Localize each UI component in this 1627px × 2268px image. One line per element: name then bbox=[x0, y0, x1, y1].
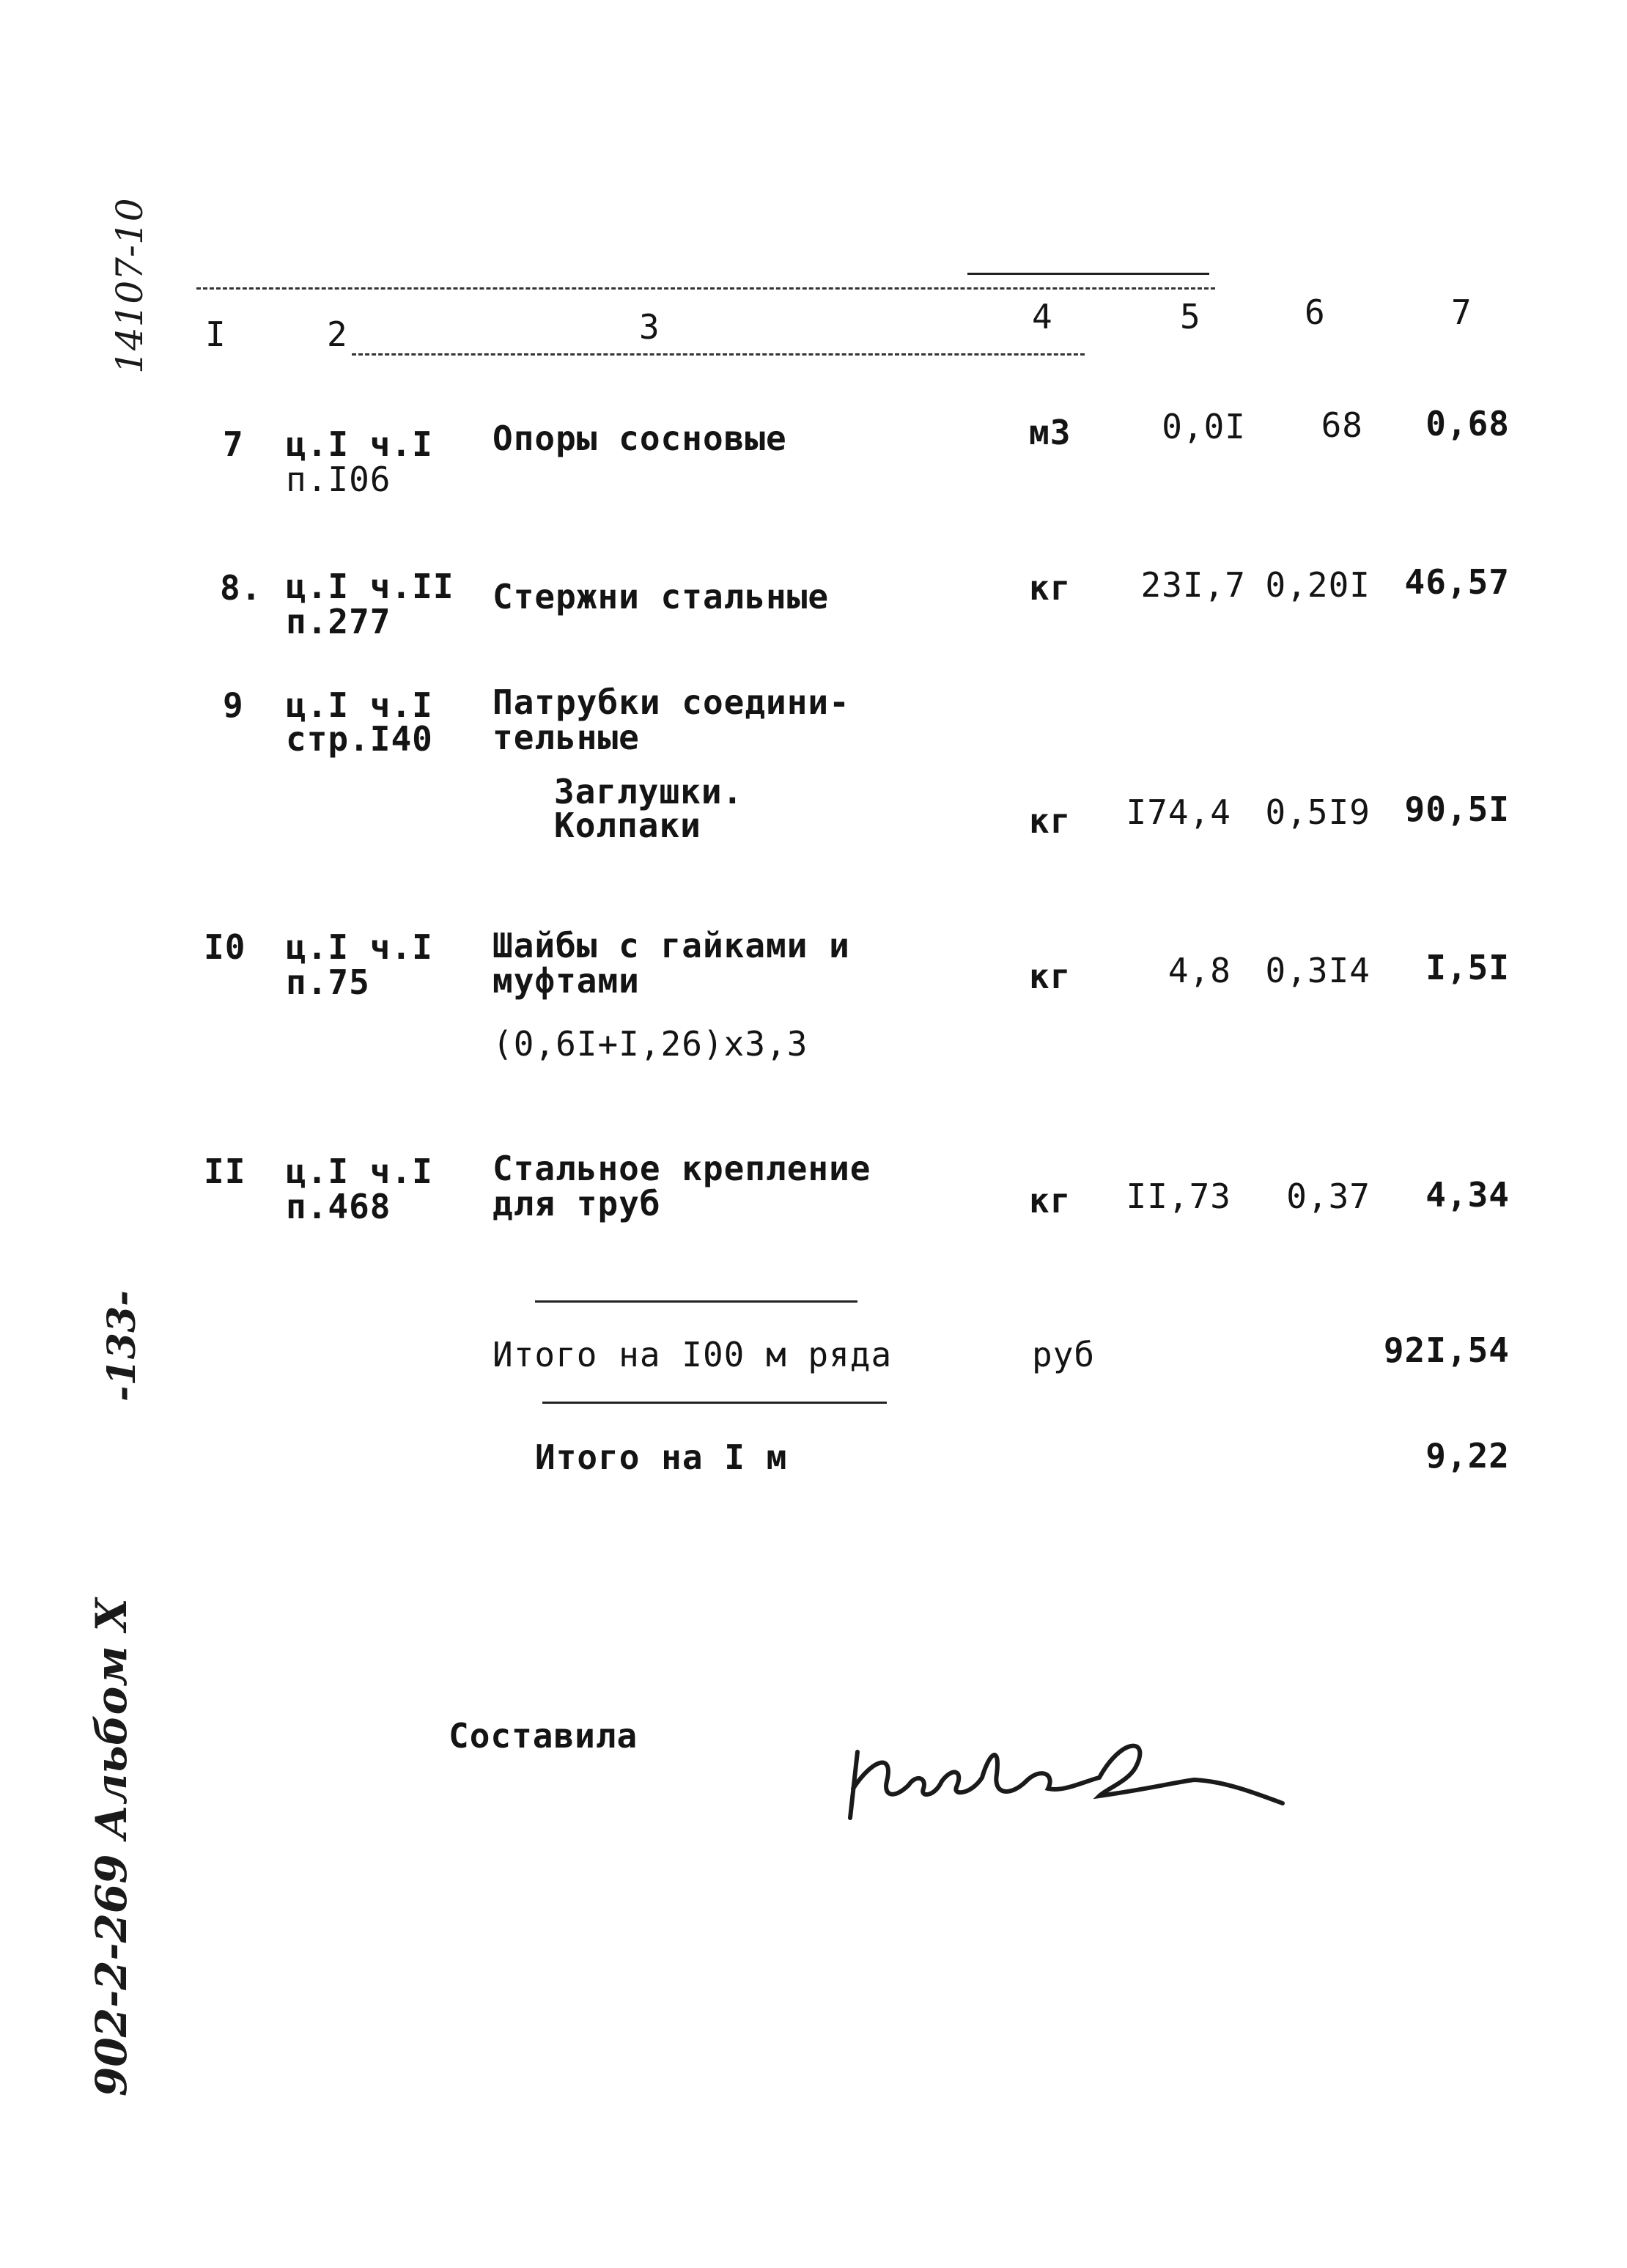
row-quantity: II,73 bbox=[1126, 1177, 1231, 1216]
row-quantity: I74,4 bbox=[1126, 792, 1231, 832]
row-unit: кг bbox=[1029, 568, 1071, 608]
row-quantity: 23I,7 bbox=[1140, 565, 1246, 605]
row-number: 9 bbox=[223, 685, 244, 725]
row-number: 7 bbox=[223, 424, 244, 464]
row-subitem-cont: Колпаки bbox=[554, 806, 701, 845]
total-per-1-label: Итого на I м bbox=[535, 1437, 788, 1477]
row-number: 8. bbox=[220, 568, 262, 608]
total-rule bbox=[542, 1402, 887, 1404]
row-description: Патрубки соедини- bbox=[492, 682, 850, 722]
row-description: Шайбы с гайками и bbox=[492, 926, 850, 965]
row-quantity: 0,0I bbox=[1162, 407, 1246, 446]
row-price: 0,20I bbox=[1265, 565, 1370, 605]
row-ref: ц.I ч.II bbox=[286, 567, 454, 606]
row-total: 0,68 bbox=[1425, 404, 1510, 443]
total-per-1-value: 9,22 bbox=[1425, 1436, 1510, 1476]
header-col-2: 2 bbox=[327, 314, 348, 354]
row-unit: кг bbox=[1029, 1181, 1071, 1220]
row-description-cont: муфтами bbox=[492, 961, 640, 1001]
row-ref-item: п.I06 bbox=[286, 460, 391, 499]
subtotal-rule bbox=[535, 1300, 857, 1303]
total-per-100-value: 92I,54 bbox=[1383, 1330, 1510, 1370]
row-total: I,5I bbox=[1425, 948, 1510, 987]
row-description-cont: тельные bbox=[492, 718, 640, 757]
row-unit: кг bbox=[1029, 957, 1071, 996]
row-number: I0 bbox=[204, 927, 246, 967]
header-top-rule bbox=[196, 287, 1215, 290]
row-ref-item: п.277 bbox=[286, 602, 391, 641]
header-col-7: 7 bbox=[1451, 292, 1472, 332]
row-price: 0,5I9 bbox=[1265, 792, 1370, 832]
signature bbox=[843, 1708, 1297, 1840]
row-ref-item: п.468 bbox=[286, 1187, 391, 1226]
row-ref: ц.I ч.I bbox=[286, 927, 433, 967]
row-number: II bbox=[204, 1152, 246, 1191]
margin-code: 14107-10 bbox=[108, 198, 151, 374]
header-col-4: 4 bbox=[1032, 297, 1053, 336]
row-description: Стержни стальные bbox=[492, 577, 830, 616]
row-ref-item: стр.I40 bbox=[286, 719, 433, 759]
row-ref-item: п.75 bbox=[286, 962, 370, 1002]
row-total: 90,5I bbox=[1404, 789, 1510, 829]
row-total: 46,57 bbox=[1404, 562, 1510, 602]
header-col-5: 5 bbox=[1180, 297, 1201, 336]
row-ref: ц.I ч.I bbox=[286, 424, 433, 464]
row-description: Стальное крепление bbox=[492, 1149, 871, 1188]
row-description-cont: для труб bbox=[492, 1184, 661, 1223]
total-per-100-label: Итого на I00 м ряда bbox=[492, 1335, 893, 1374]
row-unit: м3 bbox=[1029, 413, 1071, 452]
header-col-6: 6 bbox=[1305, 292, 1326, 332]
header-top-rule-right bbox=[967, 273, 1209, 275]
row-formula: (0,6I+I,26)х3,3 bbox=[492, 1024, 808, 1064]
row-price: 0,3I4 bbox=[1265, 951, 1370, 990]
row-total: 4,34 bbox=[1425, 1175, 1510, 1215]
header-bottom-rule bbox=[352, 353, 1085, 356]
margin-page-number: -133- bbox=[100, 1290, 144, 1402]
row-quantity: 4,8 bbox=[1167, 951, 1231, 990]
compiled-by-label: Составила bbox=[449, 1716, 638, 1756]
margin-album-label: 902-2-269 Альбом X bbox=[86, 1598, 136, 2096]
row-ref: ц.I ч.I bbox=[286, 685, 433, 725]
header-col-3: 3 bbox=[639, 307, 660, 347]
row-price: 68 bbox=[1321, 405, 1363, 445]
total-per-100-unit: руб bbox=[1032, 1335, 1096, 1374]
row-price: 0,37 bbox=[1286, 1177, 1370, 1216]
row-ref: ц.I ч.I bbox=[286, 1152, 433, 1191]
row-description: Опоры сосновые bbox=[492, 419, 787, 458]
header-col-1: I bbox=[205, 314, 226, 354]
row-subitem: Заглушки. bbox=[554, 772, 744, 811]
row-unit: кг bbox=[1029, 801, 1071, 841]
